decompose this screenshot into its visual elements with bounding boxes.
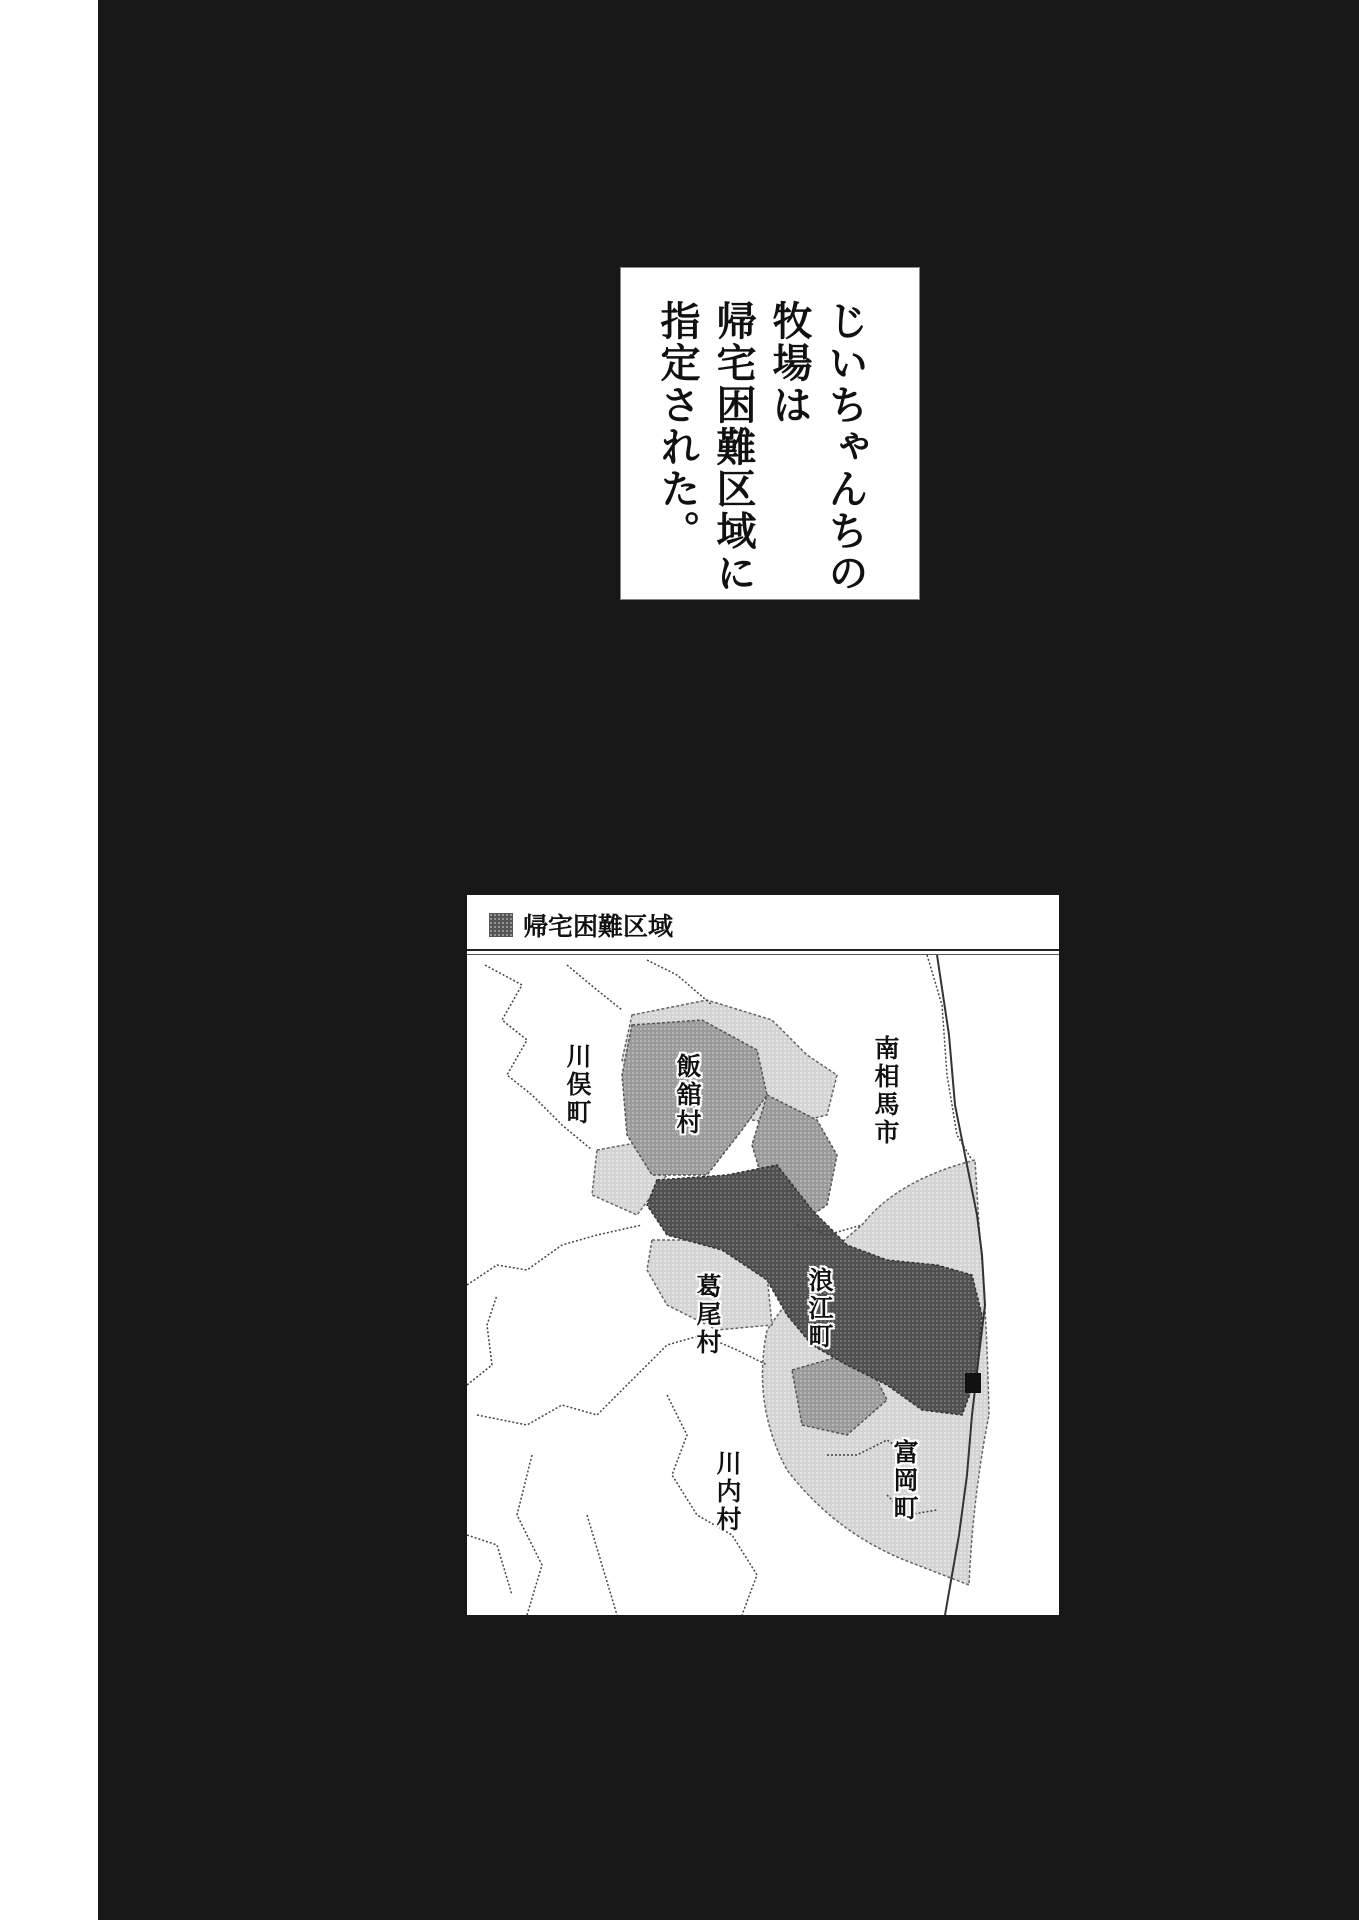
caption-line-1: じいちゃんちの (822, 300, 868, 594)
evacuation-zone-map (467, 895, 1059, 1615)
place-label-kawamata: 川俣町 (563, 1043, 592, 1127)
caption-line-2: 牧場は (766, 300, 812, 426)
legend-swatch (489, 913, 513, 937)
place-label-tomioka: 富岡町 (890, 1439, 919, 1523)
place-label-namie: 浪江町 (805, 1267, 834, 1351)
map-legend (489, 907, 673, 943)
legend-label: 帰宅困難区域 (523, 912, 674, 941)
place-label-kawauchi: 川内村 (713, 1450, 742, 1534)
map-drawing (467, 895, 1059, 1615)
place-label-minamisoma: 南相馬市 (871, 1035, 900, 1147)
caption-box (620, 267, 920, 600)
power-plant-marker-icon (965, 1373, 981, 1393)
legend-divider-thin (467, 954, 1059, 955)
legend-divider (467, 949, 1059, 951)
place-label-katsurao: 葛尾村 (693, 1273, 722, 1357)
place-label-iitate: 飯舘村 (673, 1053, 702, 1137)
caption-line-4: 指定された。 (654, 300, 700, 552)
caption-line-3: 帰宅困難区域に (710, 300, 756, 594)
